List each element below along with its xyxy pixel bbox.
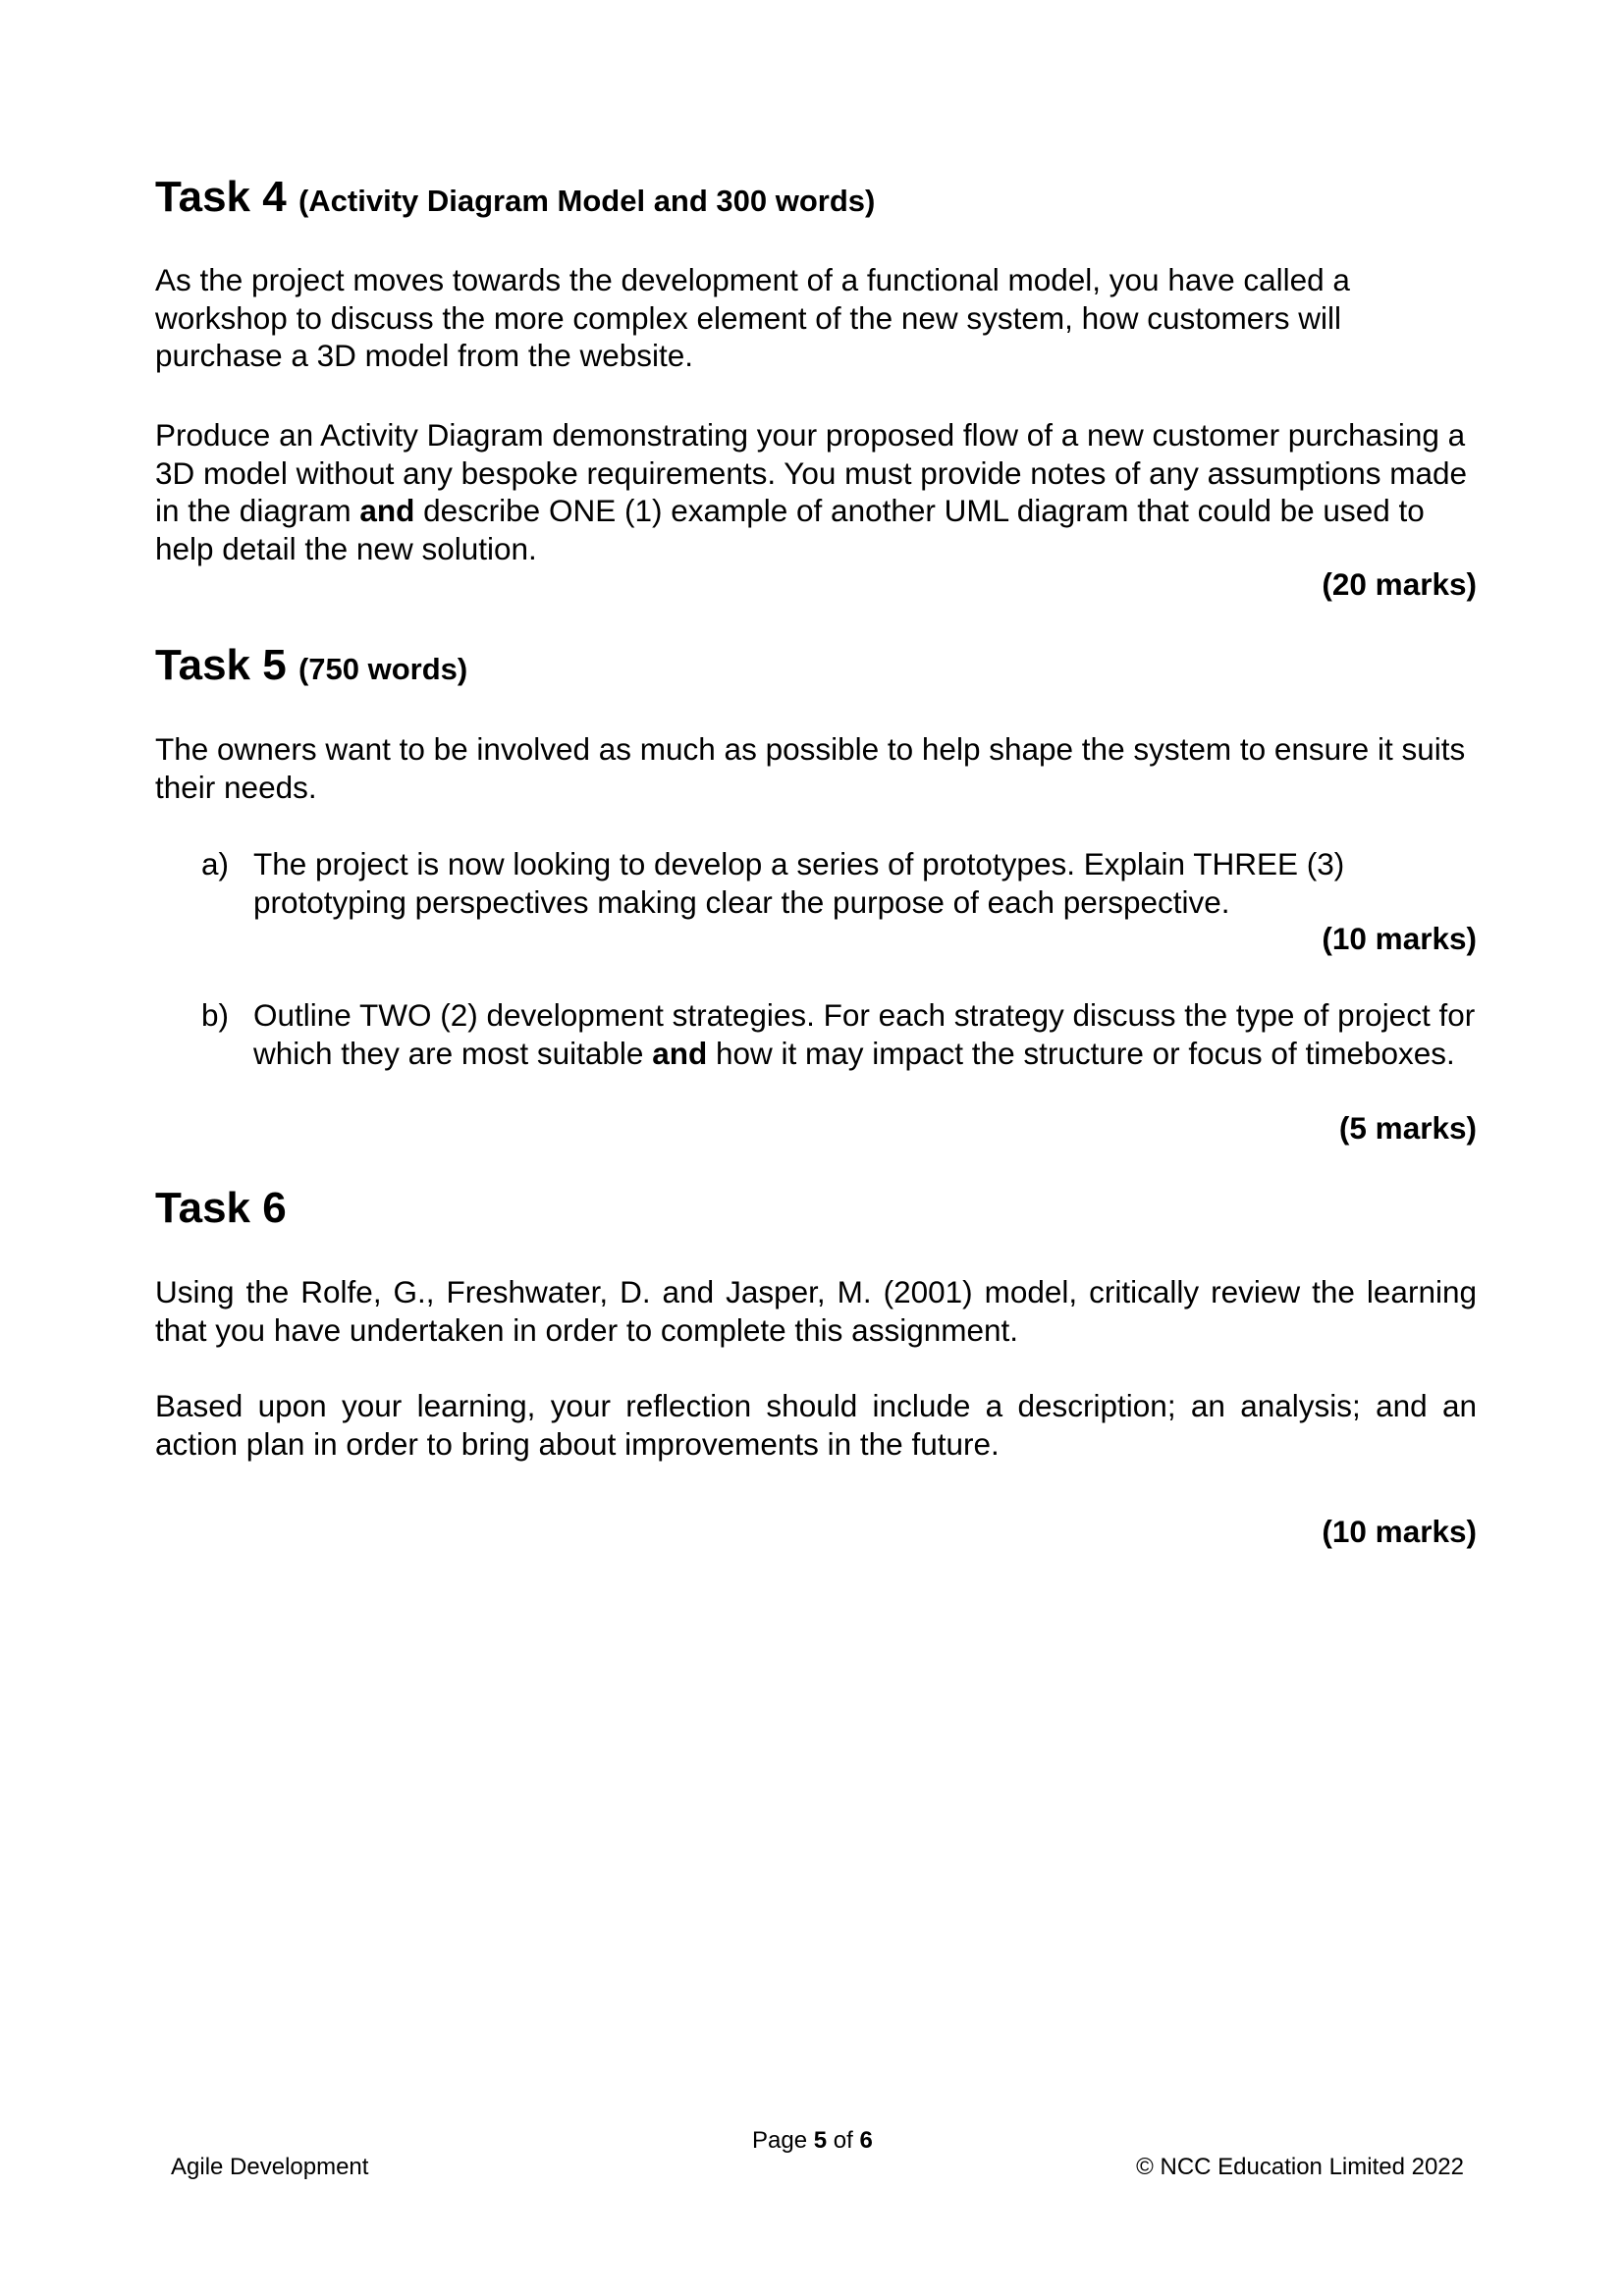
page-number-of: of <box>827 2127 860 2154</box>
task5-item-b-label: b) <box>201 997 230 1033</box>
task4-paragraph-2-bold: and <box>359 493 415 528</box>
task4-paragraph-2-text-a: Produce an Activity Diagram demonstrating your proposed flow of a new customer purchasing a 3D model without any bespoke requirements. You must provide notes of any assumptions made in the diagram <box>155 417 1468 528</box>
task5-item-b-text-b: how it may impact the structure or focus of timeboxes. <box>707 1035 1455 1071</box>
task5-item-b-text-a: Outline TWO (2) development strategies. For each strategy discuss the type of project for which they are most suitable <box>253 997 1476 1071</box>
task5-item-b-text <box>253 996 1478 1072</box>
task4-paragraph-1: As the project moves towards the development of a functional model, you have called a workshop to discuss the more complex element of the new system, how customers will purchase a 3D model from the website. <box>155 262 1350 373</box>
page-number <box>752 2127 873 2155</box>
task5-subtitle: (750 words) <box>298 652 468 686</box>
task6-paragraph-2: Based upon your learning, your reflection should include a description; an analysis; and an action plan in order to bring about improvements in the future. <box>155 1388 1477 1462</box>
task4-marks: (20 marks) <box>1322 566 1477 602</box>
task6-marks: (10 marks) <box>1322 1514 1477 1549</box>
page-number-current: 5 <box>813 2127 828 2154</box>
task5-item-a <box>201 845 1478 921</box>
footer-course-name: Agile Development <box>171 2154 369 2180</box>
task5-item-a-text: The project is now looking to develop a series of prototypes. Explain THREE (3) prototyping perspectives making clear the purpose of each perspective. <box>253 846 1345 920</box>
page-number-total: 6 <box>859 2127 873 2154</box>
footer-copyright: © NCC Education Limited 2022 <box>1136 2154 1464 2180</box>
task4-paragraph-2 <box>155 416 1477 567</box>
task5-heading <box>155 641 1477 694</box>
task4-subtitle: (Activity Diagram Model and 300 words) <box>298 184 876 218</box>
task4-paragraph-2-text-b: describe ONE (1) example of another UML diagram that could be used to help detail the new solution. <box>155 493 1425 566</box>
task5-intro: The owners want to be involved as much as possible to help shape the system to ensure it suits their needs. <box>155 731 1466 805</box>
task6-title: Task 6 <box>155 1184 287 1232</box>
task5-item-a-label: a) <box>201 846 230 881</box>
task4-heading <box>155 173 1477 226</box>
task5-item-a-marks: (10 marks) <box>1322 921 1477 956</box>
task6-paragraph-1: Using the Rolfe, G., Freshwater, D. and Jasper, M. (2001) model, critically review the learning that you have undertaken in order to complete this assignment. <box>155 1274 1477 1348</box>
page-number-prefix: Page <box>752 2127 814 2154</box>
task5-item-b-marks: (5 marks) <box>1338 1110 1477 1146</box>
task5-item-b-bold: and <box>652 1035 708 1071</box>
task6-heading <box>155 1184 1477 1233</box>
task5-item-b <box>201 996 1478 1072</box>
task5-title: Task 5 <box>155 641 287 689</box>
task4-title: Task 4 <box>155 173 287 221</box>
